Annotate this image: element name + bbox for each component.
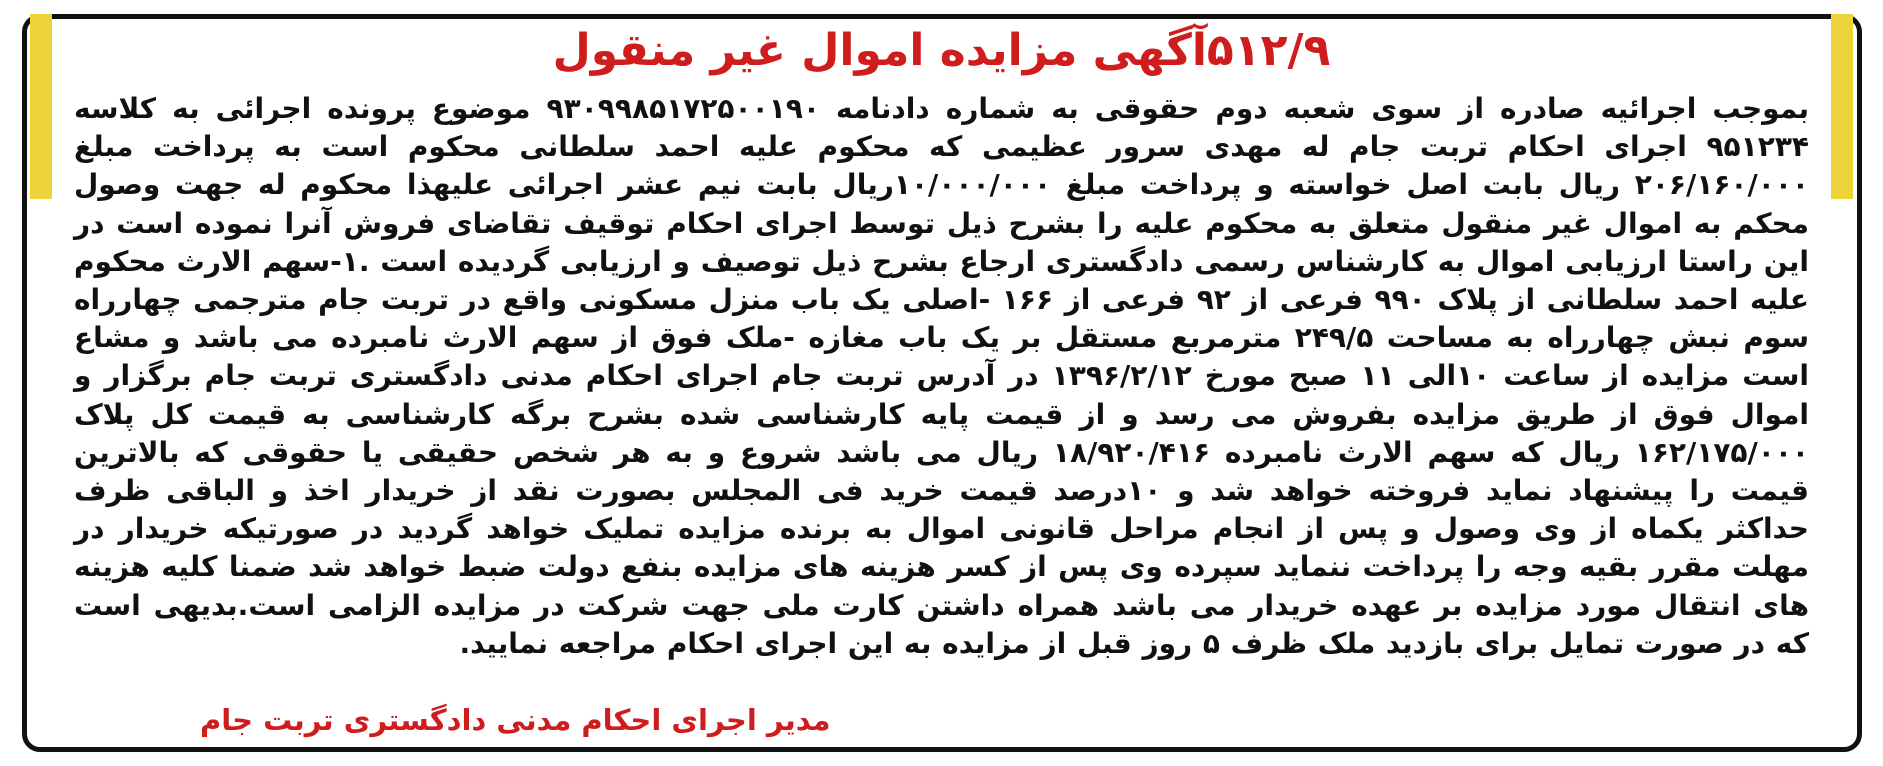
signature-line: مدیر اجرای احکام مدنی دادگستری تربت جام (200, 703, 831, 737)
notice-body: بموجب اجرائیه صادره از سوی شعبه دوم حقوقی به شماره دادنامه ۹۳۰۹۹۸۵۱۷۲۵۰۰۱۹۰ موضوع پرونده اجرائی به کلاسه ۹۵۱۲۳۴ اجرای احکام تربت جام له مهدی سرور عظیمی که محکوم علیه احمد سلطانی محکوم است به پرداخت مبلغ ۲۰۶/۱۶۰/۰۰۰ ریال بابت اصل خواسته و پرداخت مبلغ ۱۰/۰۰۰/۰۰۰ریال بابت نیم عشر اجرائی علیهذا محکوم له جهت وصول محکم به اموال غیر منقول متعلق به محکوم علیه را بشرح ذیل توسط اجرای احکام توقیف تقاضای فروش آنرا نموده است در این راستا ارزیابی اموال به کارشناس رسمی دادگستری ارجاع بشرح ذیل توصیف و ارزیابی گردیده است .۱-سهم الارث محکوم علیه احمد سلطانی از پلاک ۹۹۰ فرعی از ۹۲ فرعی از ۱۶۶ -اصلی یک باب منزل مسکونی واقع در تربت جام مترجمی چهارراه سوم نبش چهارراه به مساحت ۲۴۹/۵ مترمربع مستقل بر یک باب مغازه -ملک فوق از سهم الارث نامبرده می باشد و مشاع است مزایده از ساعت ۱۰الی ۱۱ صبح مورخ ۱۳۹۶/۲/۱۲ در آدرس تربت جام اجرای احکام مدنی دادگستری تربت جام برگزار و اموال فوق از طریق مزایده بفروش می رسد و از قیمت پایه کارشناسی شده بشرح برگه کارشناسی به قیمت کل پلاک ۱۶۲/۱۷۵/۰۰۰ ریال که سهم الارث نامبرده ۱۸/۹۲۰/۴۱۶ ریال می باشد شروع و به هر شخص حقیقی یا حقوقی که بالاترین قیمت را پیشنهاد نماید فروخته خواهد شد و ۱۰درصد قیمت خرید فی المجلس بصورت نقد از خریدار اخذ و الباقی ظرف حداکثر یکماه از وی وصول و پس از انجام مراحل قانونی اموال به برنده مزایده تملیک خواهد گردید در صورتیکه خریدار در مهلت مقرر بقیه وجه را پرداخت ننماید سپرده وی پس از کسر هزینه های مزایده بنفع دولت ضبط خواهد شد ضمنا کلیه هزینه های انتقال مورد مزایده بر عهده خریدار می باشد همراه داشتن کارت ملی جهت شرکت در مزایده الزامی است.بدیهی است که در صورت تمایل برای بازدید ملک ظرف ۵ روز قبل از مزایده به این اجرای احکام مراجعه نمایید. (74, 92, 1810, 660)
notice-title: ۵۱۲/۹آگهی مزایده اموال غیر منقول (552, 25, 1331, 76)
